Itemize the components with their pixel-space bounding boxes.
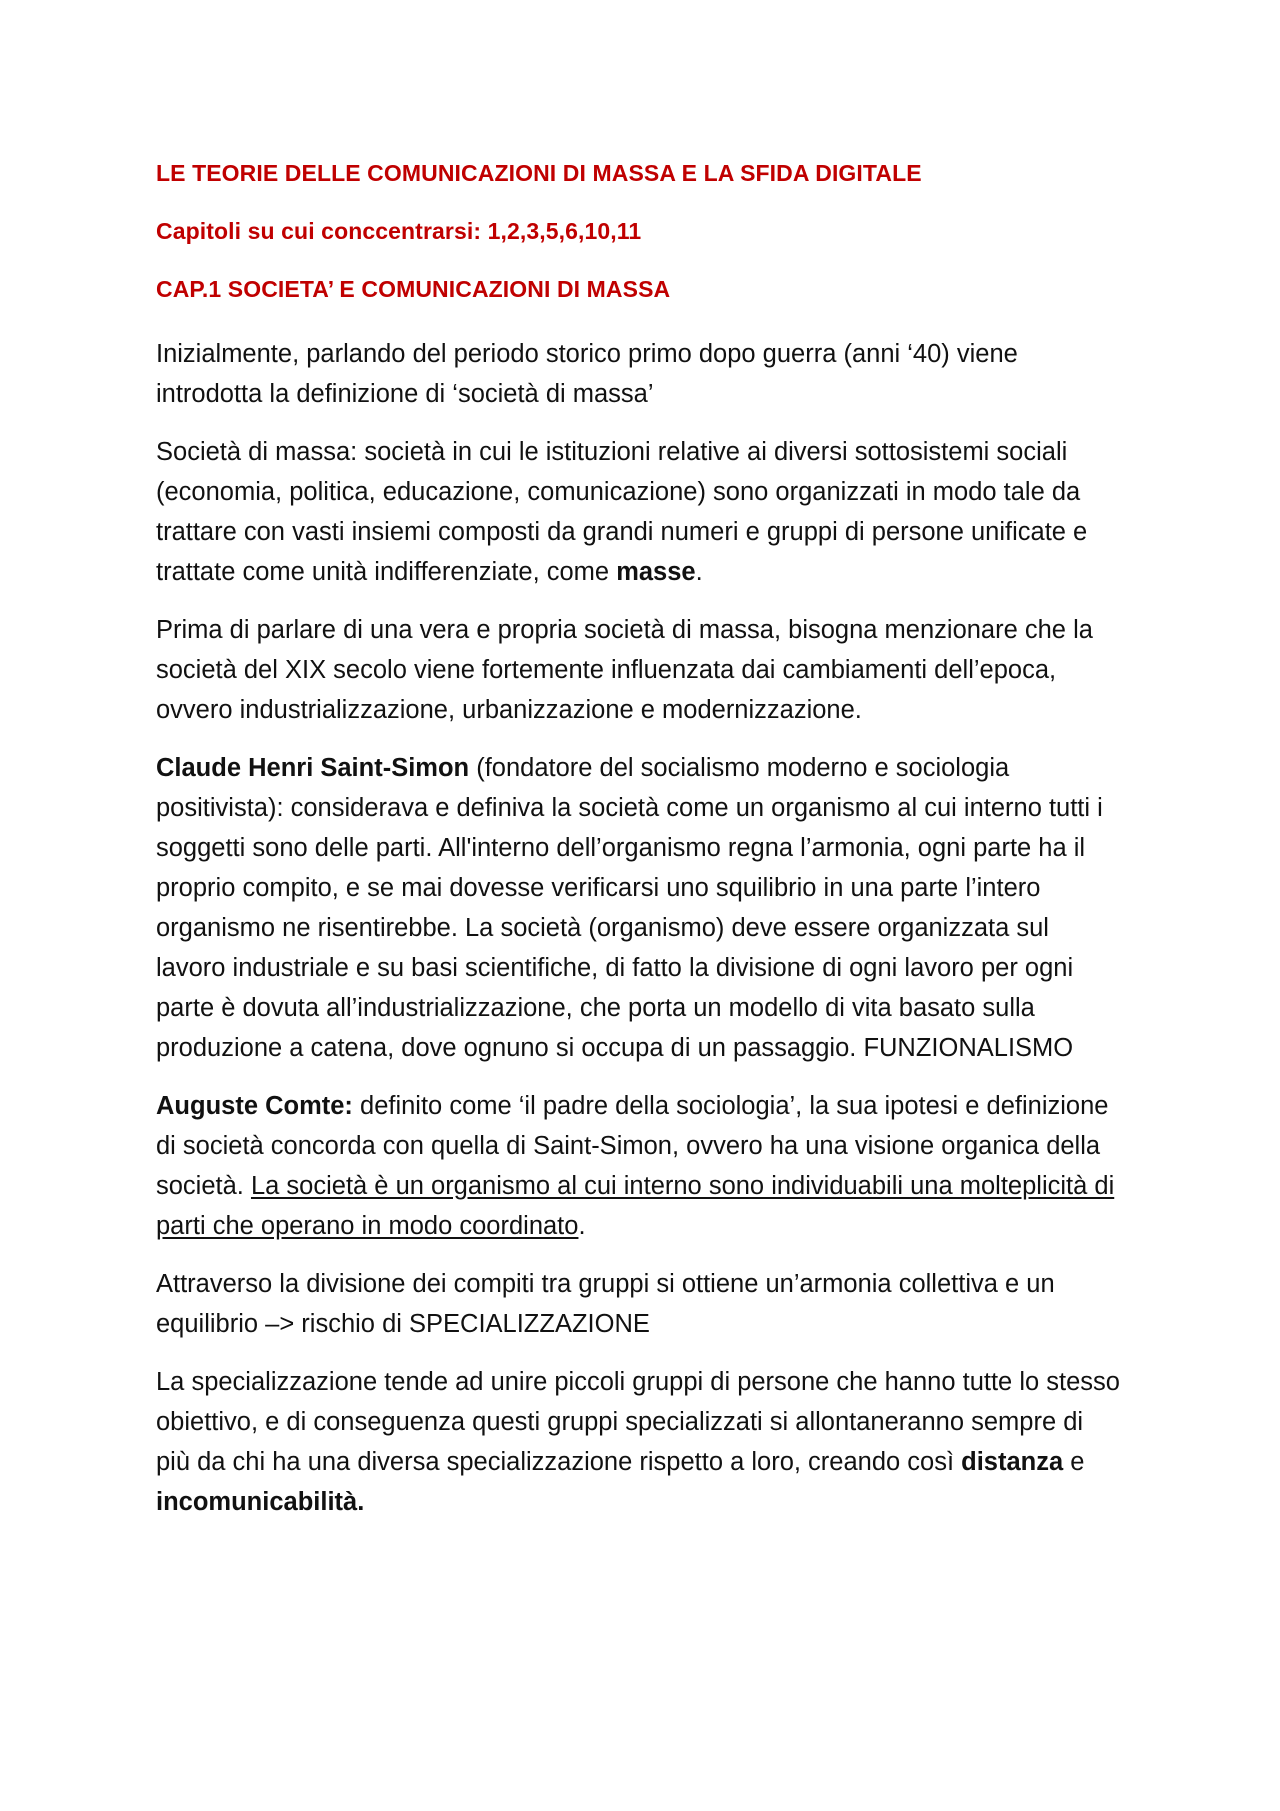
definition-text: Società di massa: società in cui le istituzioni relative ai diversi sottosistemi sociali (economia, politica, educazione, comunicazione) sono organizzati in modo tale da trattare con vasti insiemi composti da grandi numeri e gruppi di persone unificate e trattate come unità indifferenziate, come [156,438,1088,586]
paragraph-division-of-tasks: Attraverso la divisione dei compiti tra gruppi si ottiene un’armonia collettiva e un equilibrio –> rischio di SPECIALIZZAZIONE [156,1270,1055,1338]
name-saint-simon: Claude Henri Saint-Simon [156,754,470,782]
bold-term-incomunicabilita: incomunicabilità. [156,1488,365,1516]
paragraph-saint-simon [156,748,1124,1068]
paragraph-comte [156,1086,1124,1246]
document-title: LE TEORIE DELLE COMUNICAZIONI DI MASSA E LA SFIDA DIGITALE [156,160,922,186]
chapters-note: Capitoli su cui conccentrarsi: 1,2,3,5,6,10,11 [156,218,642,244]
comte-underlined-quote: La società è un organismo al cui interno sono individuabili una molteplicità di parti che operano in modo coordinato [156,1172,1115,1240]
paragraph-mass-society-definition [156,432,1124,592]
name-comte: Auguste Comte: [156,1092,353,1120]
paragraph-intro: Inizialmente, parlando del periodo storico primo dopo guerra (anni ‘40) viene introdotta la definizione di ‘società di massa’ [156,340,1018,408]
paragraph-xix-century: Prima di parlare di una vera e propria società di massa, bisogna menzionare che la società del XIX secolo viene fortemente influenzata dai cambiamenti dell’epoca, ovvero industrializzazione, urbanizzazione e modernizzazione. [156,616,1093,724]
definition-end: . [695,558,703,586]
bold-term-masse: masse [616,558,696,586]
bold-term-distanza: distanza [961,1448,1064,1476]
comte-text: definito come ‘il padre della sociologia’, la sua ipotesi e definizione di società concorda con quella di Saint-Simon, ovvero ha una visione organica della società. [156,1092,1109,1200]
specialization-mid: e [1063,1448,1085,1476]
paragraph-specialization [156,1362,1124,1522]
comte-end: . [578,1212,586,1240]
chapter-heading: CAP.1 SOCIETA’ E COMUNICAZIONI DI MASSA [156,276,671,302]
specialization-text: La specializzazione tende ad unire piccoli gruppi di persone che hanno tutte lo stesso obiettivo, e di conseguenza questi gruppi specializzati si allontaneranno sempre di più da chi ha una diversa specializzazione rispetto a loro, creando così [156,1368,1120,1476]
saint-simon-text: (fondatore del socialismo moderno e sociologia positivista): considerava e definiva la società come un organismo al cui interno tutti i soggetti sono delle parti. All'interno dell’organismo regna l’armonia, ogni parte ha il proprio compito, e se mai dovesse verificarsi uno squilibrio in una parte l’intero organismo ne risentirebbe. La società (organismo) deve essere organizzata sul lavoro industriale e su basi scientifiche, di fatto la divisione di ogni lavoro per ogni parte è dovuta all’industrializzazione, che porta un modello di vita basato sulla produzione a catena, dove ognuno si occupa di un passaggio. FUNZIONALISMO [156,754,1103,1062]
